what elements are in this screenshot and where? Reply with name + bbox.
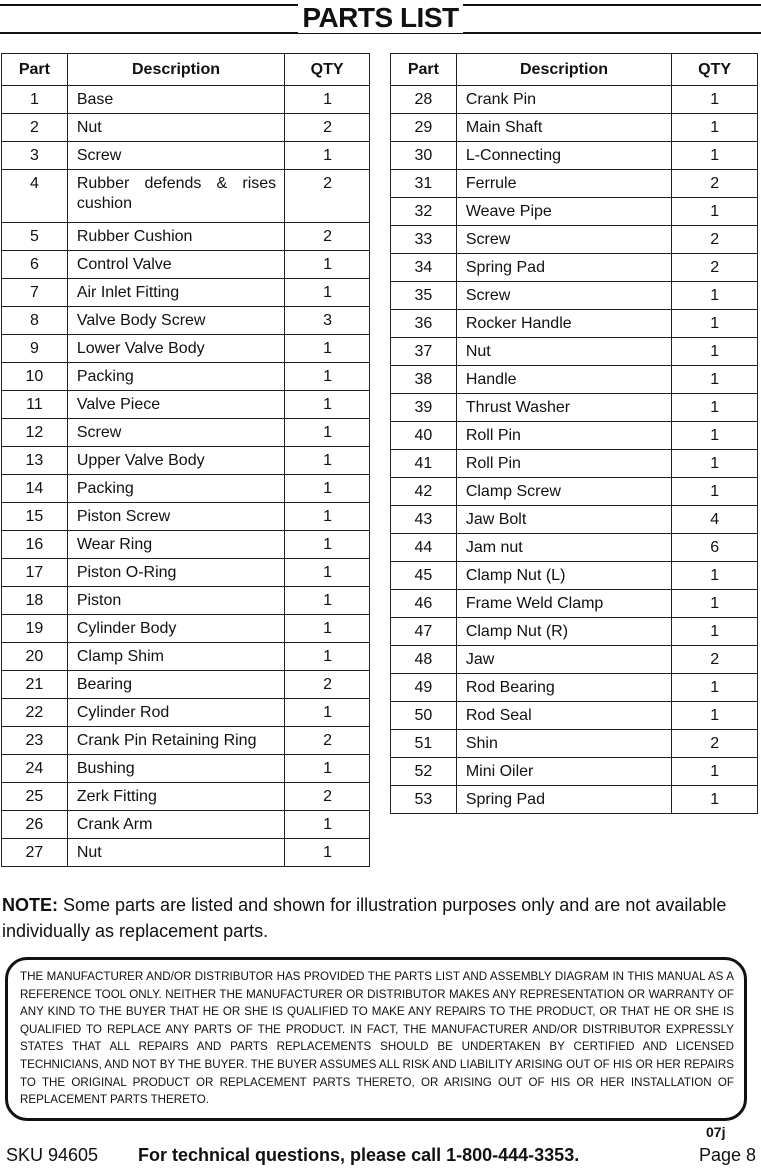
part-number: 43 [391, 506, 457, 534]
part-number: 2 [2, 114, 68, 142]
part-qty: 1 [672, 394, 758, 422]
part-description: Piston [67, 587, 284, 615]
part-description: Frame Weld Clamp [456, 590, 671, 618]
header-qty: QTY [672, 54, 758, 86]
part-number: 9 [2, 335, 68, 363]
table-row [391, 674, 758, 702]
part-number: 25 [2, 783, 68, 811]
part-number: 35 [391, 282, 457, 310]
table-row [391, 310, 758, 338]
table-row [391, 422, 758, 450]
part-number: 32 [391, 198, 457, 226]
table-row [2, 699, 370, 727]
part-qty: 2 [285, 783, 370, 811]
footer [0, 1142, 761, 1168]
part-number: 12 [2, 419, 68, 447]
note-label: NOTE: [2, 895, 58, 915]
footer-tech-support: For technical questions, please call 1-800-444-3353. [138, 1145, 580, 1165]
part-number: 48 [391, 646, 457, 674]
part-description: Roll Pin [456, 450, 671, 478]
part-qty: 1 [672, 310, 758, 338]
part-number: 24 [2, 755, 68, 783]
part-qty: 1 [672, 198, 758, 226]
table-row [391, 730, 758, 758]
part-number: 40 [391, 422, 457, 450]
part-description: Cylinder Rod [67, 699, 284, 727]
table-row [2, 170, 370, 223]
part-qty: 1 [285, 531, 370, 559]
parts-table-right-body [391, 86, 758, 814]
part-description: Upper Valve Body [67, 447, 284, 475]
part-number: 8 [2, 307, 68, 335]
table-row [2, 671, 370, 699]
part-description: Screw [67, 142, 284, 170]
part-description: Spring Pad [456, 786, 671, 814]
part-description: Rubber defends & rises cushion [67, 170, 284, 223]
part-description: Jaw Bolt [456, 506, 671, 534]
part-qty: 1 [285, 391, 370, 419]
part-qty: 2 [285, 671, 370, 699]
part-qty: 1 [285, 643, 370, 671]
part-qty: 1 [285, 279, 370, 307]
table-row [2, 559, 370, 587]
part-number: 16 [2, 531, 68, 559]
part-description: Bearing [67, 671, 284, 699]
table-header-row [2, 54, 370, 86]
table-row [391, 786, 758, 814]
part-number: 52 [391, 758, 457, 786]
part-number: 41 [391, 450, 457, 478]
table-row [2, 531, 370, 559]
table-row [391, 758, 758, 786]
part-qty: 1 [672, 758, 758, 786]
part-number: 42 [391, 478, 457, 506]
part-description: Clamp Shim [67, 643, 284, 671]
table-row [391, 534, 758, 562]
header-description: Description [456, 54, 671, 86]
part-number: 30 [391, 142, 457, 170]
part-qty: 1 [285, 86, 370, 114]
part-qty: 1 [672, 282, 758, 310]
table-row [2, 142, 370, 170]
part-number: 11 [2, 391, 68, 419]
part-description: Main Shaft [456, 114, 671, 142]
part-description: L-Connecting [456, 142, 671, 170]
header-part: Part [2, 54, 68, 86]
table-row [391, 478, 758, 506]
table-row [391, 590, 758, 618]
part-description: Screw [67, 419, 284, 447]
part-number: 34 [391, 254, 457, 282]
part-qty: 1 [285, 142, 370, 170]
part-qty: 1 [285, 363, 370, 391]
table-row [2, 839, 370, 867]
part-number: 28 [391, 86, 457, 114]
part-description: Nut [67, 114, 284, 142]
part-description: Clamp Nut (L) [456, 562, 671, 590]
table-row [391, 226, 758, 254]
table-row [391, 702, 758, 730]
part-qty: 1 [672, 86, 758, 114]
parts-table-right [390, 53, 758, 814]
part-number: 39 [391, 394, 457, 422]
note-text: Some parts are listed and shown for illustration purposes only and are not available individually as replacement parts. [2, 895, 727, 941]
part-description: Rubber Cushion [67, 223, 284, 251]
part-description: Screw [456, 226, 671, 254]
part-qty: 1 [672, 114, 758, 142]
table-row [391, 114, 758, 142]
table-row [2, 587, 370, 615]
part-description: Jaw [456, 646, 671, 674]
part-qty: 1 [672, 786, 758, 814]
part-description: Crank Pin Retaining Ring [67, 727, 284, 755]
part-number: 46 [391, 590, 457, 618]
table-row [2, 223, 370, 251]
part-qty: 1 [672, 590, 758, 618]
part-description: Packing [67, 475, 284, 503]
table-row [391, 562, 758, 590]
header-part: Part [391, 54, 457, 86]
part-qty: 2 [285, 727, 370, 755]
part-qty: 2 [672, 254, 758, 282]
table-row [2, 755, 370, 783]
part-description: Nut [67, 839, 284, 867]
table-row [391, 170, 758, 198]
table-row [2, 86, 370, 114]
part-number: 36 [391, 310, 457, 338]
part-number: 33 [391, 226, 457, 254]
table-row [2, 363, 370, 391]
table-row [2, 475, 370, 503]
part-description: Rocker Handle [456, 310, 671, 338]
table-row [2, 447, 370, 475]
part-description: Zerk Fitting [67, 783, 284, 811]
table-row [391, 366, 758, 394]
table-row [2, 251, 370, 279]
table-row [2, 419, 370, 447]
header-description: Description [67, 54, 284, 86]
part-qty: 2 [285, 223, 370, 251]
part-number: 14 [2, 475, 68, 503]
part-number: 21 [2, 671, 68, 699]
revision-code: 07j [706, 1124, 726, 1140]
part-qty: 4 [672, 506, 758, 534]
table-header-row [391, 54, 758, 86]
table-row [391, 254, 758, 282]
part-number: 47 [391, 618, 457, 646]
part-qty: 1 [672, 366, 758, 394]
part-qty: 2 [672, 646, 758, 674]
parts-table-left [1, 53, 370, 867]
part-number: 22 [2, 699, 68, 727]
table-row [2, 503, 370, 531]
part-qty: 1 [285, 615, 370, 643]
part-qty: 1 [285, 419, 370, 447]
part-qty: 1 [672, 618, 758, 646]
part-description: Valve Body Screw [67, 307, 284, 335]
part-qty: 1 [672, 674, 758, 702]
table-row [2, 615, 370, 643]
part-description: Rod Seal [456, 702, 671, 730]
part-number: 29 [391, 114, 457, 142]
part-description: Crank Arm [67, 811, 284, 839]
part-number: 45 [391, 562, 457, 590]
table-row [2, 391, 370, 419]
part-qty: 2 [672, 226, 758, 254]
table-row [391, 618, 758, 646]
table-row [391, 506, 758, 534]
parts-table-left-body [2, 86, 370, 867]
part-qty: 1 [285, 587, 370, 615]
header-qty: QTY [285, 54, 370, 86]
table-row [2, 114, 370, 142]
page-title-text: PARTS LIST [298, 2, 462, 33]
part-number: 38 [391, 366, 457, 394]
part-description: Clamp Nut (R) [456, 618, 671, 646]
table-row [391, 86, 758, 114]
part-number: 53 [391, 786, 457, 814]
table-row [391, 646, 758, 674]
part-description: Clamp Screw [456, 478, 671, 506]
part-number: 4 [2, 170, 68, 223]
part-description: Rod Bearing [456, 674, 671, 702]
part-description: Wear Ring [67, 531, 284, 559]
table-row [391, 450, 758, 478]
table-row [2, 279, 370, 307]
part-number: 7 [2, 279, 68, 307]
part-description: Packing [67, 363, 284, 391]
part-description: Spring Pad [456, 254, 671, 282]
part-qty: 1 [285, 503, 370, 531]
part-qty: 1 [285, 475, 370, 503]
part-number: 15 [2, 503, 68, 531]
part-qty: 1 [672, 142, 758, 170]
table-row [391, 338, 758, 366]
part-qty: 1 [672, 702, 758, 730]
part-qty: 1 [285, 839, 370, 867]
title-bar [0, 2, 761, 36]
part-number: 23 [2, 727, 68, 755]
part-description: Nut [456, 338, 671, 366]
part-qty: 1 [285, 699, 370, 727]
part-qty: 1 [672, 478, 758, 506]
table-row [391, 394, 758, 422]
part-number: 13 [2, 447, 68, 475]
part-number: 27 [2, 839, 68, 867]
part-description: Cylinder Body [67, 615, 284, 643]
part-qty: 3 [285, 307, 370, 335]
table-row [2, 727, 370, 755]
part-qty: 1 [672, 422, 758, 450]
part-description: Lower Valve Body [67, 335, 284, 363]
part-number: 17 [2, 559, 68, 587]
part-description: Screw [456, 282, 671, 310]
part-qty: 2 [285, 114, 370, 142]
part-number: 6 [2, 251, 68, 279]
part-number: 3 [2, 142, 68, 170]
part-qty: 1 [285, 251, 370, 279]
table-row [2, 783, 370, 811]
part-qty: 2 [672, 170, 758, 198]
part-qty: 1 [285, 559, 370, 587]
part-qty: 1 [672, 562, 758, 590]
part-number: 37 [391, 338, 457, 366]
part-number: 44 [391, 534, 457, 562]
part-description: Thrust Washer [456, 394, 671, 422]
part-description: Mini Oiler [456, 758, 671, 786]
part-qty: 6 [672, 534, 758, 562]
part-number: 31 [391, 170, 457, 198]
table-row [2, 643, 370, 671]
part-qty: 1 [285, 811, 370, 839]
table-row [2, 307, 370, 335]
table-row [391, 198, 758, 226]
part-number: 18 [2, 587, 68, 615]
part-number: 20 [2, 643, 68, 671]
part-qty: 1 [285, 447, 370, 475]
part-description: Base [67, 86, 284, 114]
table-row [2, 335, 370, 363]
part-qty: 1 [285, 335, 370, 363]
part-description: Crank Pin [456, 86, 671, 114]
part-number: 19 [2, 615, 68, 643]
part-number: 49 [391, 674, 457, 702]
note [2, 892, 758, 944]
part-number: 50 [391, 702, 457, 730]
footer-sku: SKU 94605 [6, 1145, 99, 1165]
table-row [2, 811, 370, 839]
part-qty: 2 [672, 730, 758, 758]
table-row [391, 142, 758, 170]
part-description: Handle [456, 366, 671, 394]
footer-page-number: Page 8 [698, 1145, 756, 1165]
part-qty: 1 [672, 338, 758, 366]
part-description: Shin [456, 730, 671, 758]
part-qty: 1 [672, 450, 758, 478]
part-description: Weave Pipe [456, 198, 671, 226]
part-qty: 1 [285, 755, 370, 783]
part-number: 51 [391, 730, 457, 758]
table-row [391, 282, 758, 310]
part-description: Control Valve [67, 251, 284, 279]
part-description: Bushing [67, 755, 284, 783]
part-description: Jam nut [456, 534, 671, 562]
part-number: 26 [2, 811, 68, 839]
part-description: Ferrule [456, 170, 671, 198]
disclaimer-box: THE MANUFACTURER AND/OR DISTRIBUTOR HAS PROVIDED THE PARTS LIST AND ASSEMBLY DIAGRAM IN THIS MANUAL AS A REFERENCE TOOL ONLY. NEITHER THE MANUFACTURER OR DISTRIBUTOR MAKES ANY REPRESENTATION OR WARRANTY OF ANY KIND TO THE BUYER THAT HE OR SHE IS QUALIFIED TO MAKE ANY REPAIRS TO THE PRODUCT, OR THAT HE OR SHE IS QUALIFIED TO REPLACE ANY PARTS OF THE PRODUCT. IN FACT, THE MANUFACTURER AND/OR DISTRIBUTOR EXPRESSLY STATES THAT ALL REPAIRS AND PARTS REPLACEMENTS SHOULD BE UNDERTAKEN BY CERTIFIED AND LICENSED TECHNICIANS, AND NOT BY THE BUYER. THE BUYER ASSUMES ALL RISK AND LIABILITY ARISING OUT OF HIS OR HER REPAIRS TO THE ORIGINAL PRODUCT OR REPLACEMENT PARTS THERETO, OR ARISING OUT OF HIS OR HER INSTALLATION OF REPLACEMENT PARTS THERETO. [5, 957, 747, 1121]
part-description: Roll Pin [456, 422, 671, 450]
part-qty: 2 [285, 170, 370, 223]
part-description: Air Inlet Fitting [67, 279, 284, 307]
part-number: 1 [2, 86, 68, 114]
part-number: 10 [2, 363, 68, 391]
part-number: 5 [2, 223, 68, 251]
part-description: Piston Screw [67, 503, 284, 531]
part-description: Valve Piece [67, 391, 284, 419]
page-title [0, 2, 761, 34]
part-description: Piston O-Ring [67, 559, 284, 587]
